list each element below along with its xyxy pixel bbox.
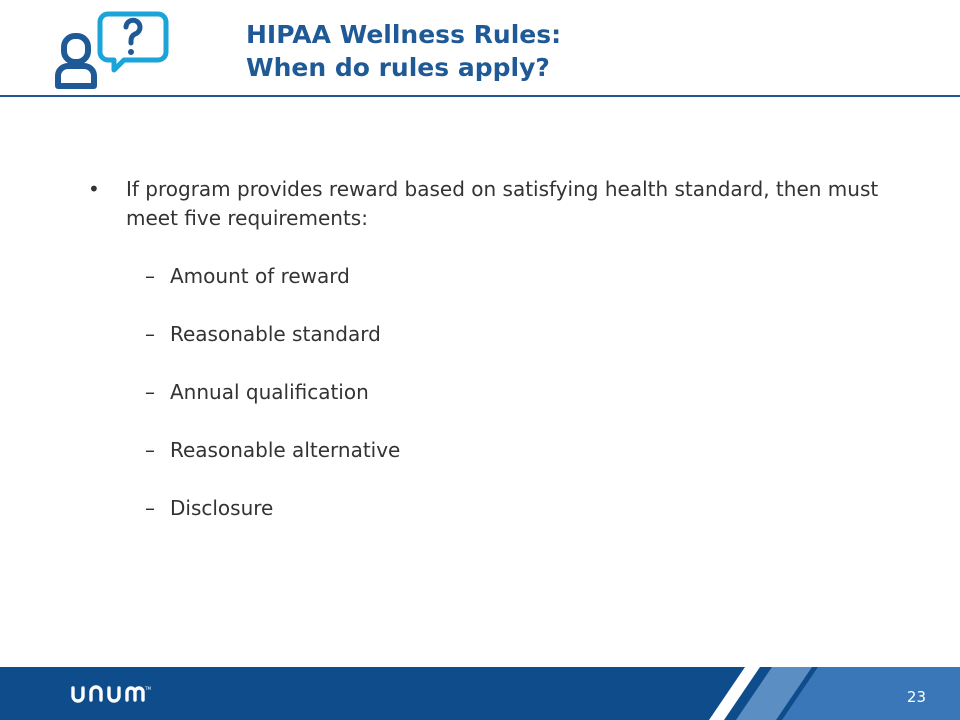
slide-body	[88, 175, 888, 523]
requirement-text: Amount of reward	[170, 264, 350, 288]
page-number: 23	[906, 688, 926, 706]
list-item	[88, 436, 888, 465]
requirement-text: Reasonable standard	[170, 322, 381, 346]
bullet-dot: •	[88, 177, 100, 201]
list-item	[88, 320, 888, 349]
title-line-2: When do rules apply?	[246, 53, 550, 82]
title-divider	[0, 95, 960, 97]
dash-marker: –	[145, 264, 155, 288]
list-item	[88, 378, 888, 407]
requirement-text: Reasonable alternative	[170, 438, 401, 462]
list-item	[88, 262, 888, 291]
slide-title	[246, 18, 561, 84]
main-bullet	[88, 175, 888, 233]
requirements-list	[88, 262, 888, 523]
dash-marker: –	[145, 438, 155, 462]
bullet-text: If program provides reward based on satisfying health standard, then must meet five requirements:	[126, 177, 879, 230]
list-item	[88, 494, 888, 523]
dash-marker: –	[145, 322, 155, 346]
dash-marker: –	[145, 380, 155, 404]
title-line-1: HIPAA Wellness Rules:	[246, 20, 562, 49]
requirement-text: Annual qualification	[170, 380, 369, 404]
svg-text:TM: TM	[145, 686, 151, 691]
requirement-text: Disclosure	[170, 496, 274, 520]
dash-marker: –	[145, 496, 155, 520]
user-question-icon	[50, 8, 170, 92]
unum-logo	[70, 683, 150, 705]
